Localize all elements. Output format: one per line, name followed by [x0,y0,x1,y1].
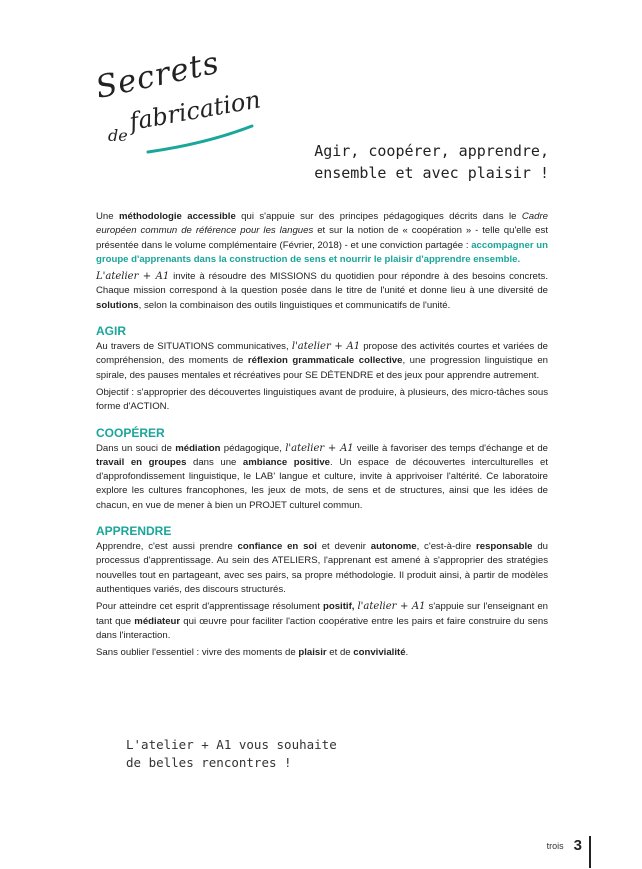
apprendre-paragraph-2: Pour atteindre cet esprit d'apprentissage résolument positif, l'atelier + A1 s'appuie sur l'enseignant en tant que médiateur qui œuvre pour faciliter l'action coopérative entre les pairs et faire construire du sens dans l'interaction. [96,601,548,641]
closing-line-1: L'atelier + A1 vous souhaite [126,737,337,752]
closing-message [126,736,337,772]
logo-swoosh-icon [146,120,256,156]
apprendre-paragraph-3: Sans oublier l'essentiel : vivre des moments de plaisir et de convivialité. [96,647,409,659]
logo-secrets-text: Secrets [92,44,223,106]
section-title-cooperer: COOPÉRER [96,425,165,440]
intro-paragraph-1: Une méthodologie accessible qui s'appuie sur des principes pédagogiques décrits dans le Cadre européen commun de référence pour les langues et sur la notion de « coopération » - telle qu'elle est présentée dans le volume complémentaire (Février, 2018) - et une conviction partagée : accompagner un groupe d'apprenants dans la construction de sens et nourrir le plaisir d'apprendre ensemble. [96,211,548,265]
brand-name: l'atelier + A1 [291,341,361,353]
closing-line-2: de belles rencontres ! [126,755,292,770]
section-title-agir: AGIR [96,324,126,339]
section-title-apprendre: APPRENDRE [96,524,172,539]
agir-paragraph-1: Au travers de SITUATIONS communicatives, l'atelier + A1 propose des activités courtes et variées de compréhension, des moments de réflexion grammaticale collective, une progression linguistique en spirale, des pauses mentales et récréatives pour SE DÉTENDRE et des jeux pour apprendre autrement. [96,341,549,381]
logo-de-text: de [108,126,128,145]
brand-name: L'atelier + A1 [96,271,170,283]
page-number: 3 [573,837,582,854]
apprendre-paragraph-1: Apprendre, c'est aussi prendre confiance en soi et devenir autonome, c'est-à-dire responsable du processus d'apprentissage. Au sein des ATELIERS, l'apprenant est amené à s'approprier des stratégies nouvelles tout en partageant, avec ses pairs, sa propre méthodologie. Il produit ainsi, à partir de modèles authentiques variés, des discours structurés. [96,541,548,595]
tagline [314,140,549,184]
cooperer-paragraph-1: Dans un souci de médiation pédagogique, l'atelier + A1 veille à favoriser des temps d'échange et de travail en groupes dans une ambiance positive. Un espace de découvertes interculturelles et d'approfondissement linguistique, le LAB' langue et culture, invite à apprivoiser l'altérité. Ce laboratoire explore les cultures francophones, les jeux de mots, de sens et de structures, ainsi que les idées de chacun, en vue de mener à bien un PROJET culturel commun. [96,442,549,511]
page-word: trois [546,841,564,851]
main-content [96,210,548,663]
brand-name: l'atelier + A1 [357,601,426,613]
brand-name: l'atelier + A1 [285,442,354,454]
intro-paragraph-2: L'atelier + A1 invite à résoudre des MISSIONS du quotidien pour répondre à des besoins concrets. Chaque mission correspond à la question posée dans le titre de l'unité et donne lieu à une diversité de solutions, selon la combinaison des outils linguistiques et communicatifs de l'unité. [96,271,549,311]
logo-fabrication-text: fabrication [127,85,263,136]
tagline-line-1: Agir, coopérer, apprendre, [314,142,549,160]
page-divider [589,836,591,868]
agir-paragraph-2: Objectif : s'approprier des découvertes linguistiques avant de produire, à plusieurs, des micro-tâches sous forme d'ACTION. [96,386,548,413]
tagline-line-2: ensemble et avec plaisir ! [314,164,549,182]
page-folio [547,836,591,868]
secrets-de-fabrication-logo [92,44,263,158]
